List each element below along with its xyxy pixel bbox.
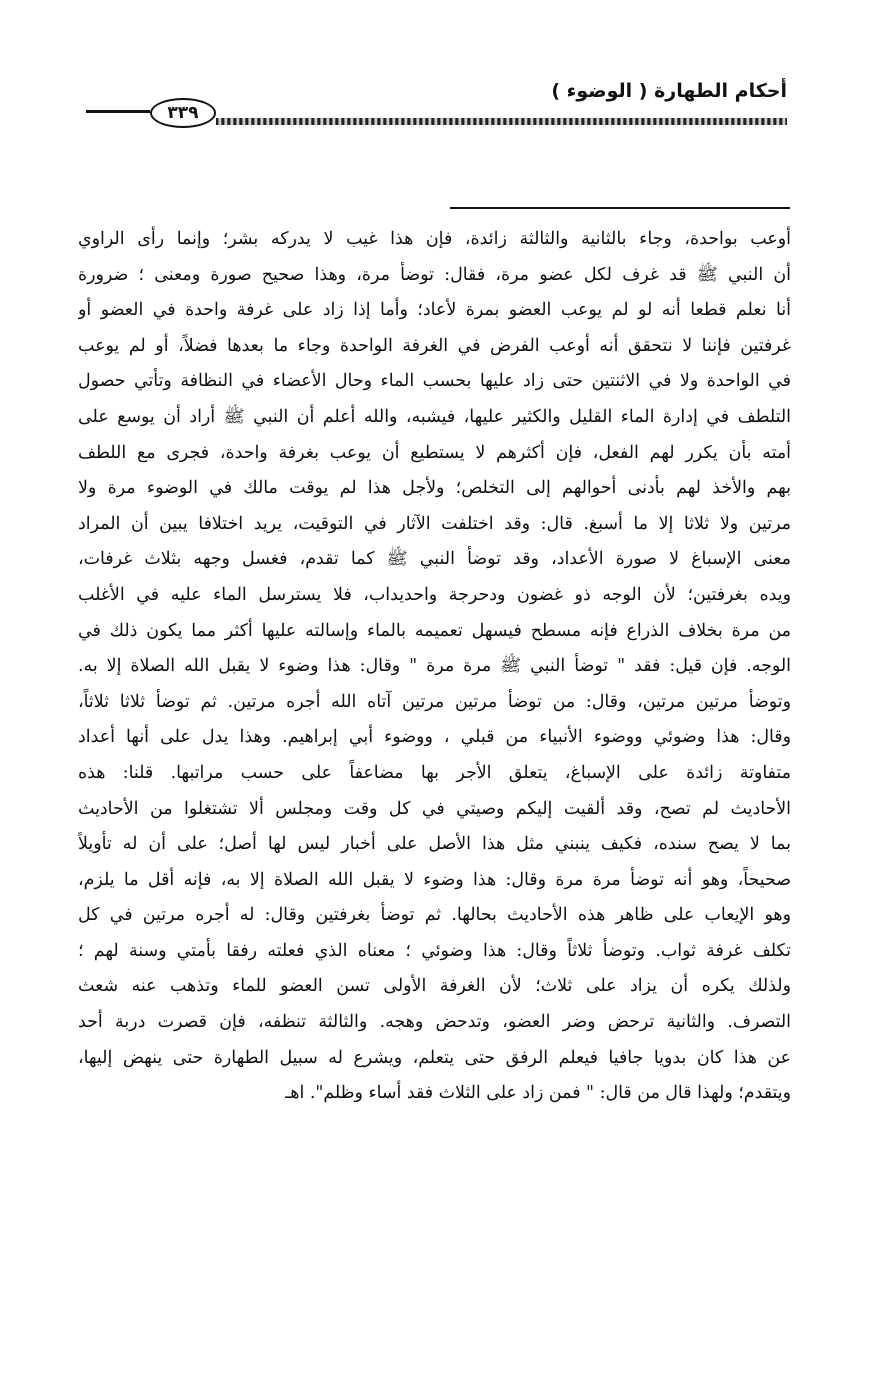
- text-line: أن النبي ﷺ قد غرف لكل عضو مرة، فقال: توضأ مرة، وهذا صحيح صورة ومعنى ؛ ضرورة: [78, 264, 791, 285]
- text-line: غرفتين فإننا لا نتحقق أنه أوعب الفرض في الغرفة الواحدة وجاء ما بعدها فضلاً، أو لم يوعب: [78, 335, 791, 356]
- text-line: في الواحدة ولا في الاثنتين حتى زاد عليها بحسب الماء وحال الأعضاء في النظافة وتأتي حصول: [78, 371, 791, 392]
- text-line: الوجه. فإن قيل: فقد " توضأ النبي ﷺ مرة مرة " وقال: هذا وضوء لا يقبل الله الصلاة إلا به.: [78, 656, 791, 677]
- text-line: ويده بغرفتين؛ لأن الوجه ذو غضون ودحرجة واحديداب، فلا يسترسل الماء عليه في الأغلب: [78, 584, 791, 605]
- text-line: متفاوتة زائدة على الإسباغ، يتعلق الأجر بها مضاعفاً على حسب مراتبها. قلنا: هذه: [78, 762, 791, 783]
- text-line: أوعب بواحدة، وجاء بالثانية والثالثة زائدة، فإن هذا غيب لا يدركه بشر؛ وإنما رأى الراوي: [78, 229, 791, 249]
- running-header-title: أحكام الطهارة ( الوضوء ): [551, 80, 787, 102]
- header-rule-left: [86, 110, 150, 113]
- text-line: من مرة بخلاف الذراع فإنه مسطح فيسهل تعميمه بالماء وإسالته عليها أكثر مما يكون ذلك في: [78, 620, 791, 641]
- text-line: أنا نعلم قطعا أنه لو لم يوعب العضو بمرة لأعاد؛ وأما إذا زاد على غرفة واحدة في العضو أو: [78, 300, 791, 321]
- text-line: بما لا يصح سنده، فكيف ينبني مثل هذا الأصل على أخبار ليس لها أصل؛ على أن له تأويلاً: [78, 834, 791, 855]
- text-line: معنى الإسباغ لا صورة الأعداد، وقد توضأ النبي ﷺ كما تقدم، فغسل وجهه بثلاث غرفات،: [78, 549, 791, 570]
- text-line: وقال: هذا وضوئي ووضوء الأنبياء من قبلي ، ووضوء أبي إبراهيم. وهذا يدل على أنها أعداد: [78, 727, 791, 748]
- text-line: عن هذا كان بدويا جافيا فيعلم الرفق حتى يتعلم، ويشرع له سبيل الطهارة حتى ينهض إليها،: [78, 1047, 791, 1068]
- body-text: [78, 222, 791, 1112]
- page-number-badge: ٣٣٩: [150, 98, 216, 128]
- text-line: ولذلك يكره أن يزاد على ثلاث؛ لأن الغرفة الأولى تسن العضو للماء وتذهب عنه شعث: [78, 976, 791, 997]
- header-rule-band: [216, 118, 787, 125]
- text-line: التلطف في إدارة الماء القليل والكثير عليها، فيشبه، والله أعلم أن النبي ﷺ أراد أن يوسع على: [78, 406, 791, 427]
- text-line: ويتقدم؛ ولهذا قال من قال: " فمن زاد على الثلاث فقد أساء وظلم". اهـ: [285, 1083, 791, 1104]
- text-line: أمته بأن يكرر لهم الفعل، فإن أكثرهم لا يستطيع أن يوعب بغرفة واحدة، فجرى مع اللطف: [78, 442, 791, 463]
- text-line: مرتين ولا ثلاثا إلا ما أسبغ. قال: وقد اختلفت الآثار في التوقيت، يريد اختلافا يبين أن المراد: [78, 513, 791, 534]
- text-line: بهم والأخذ لهم بأدنى أحوالهم إلى التخلص؛ ولأجل هذا لم يوقت مالك في الوضوء مرة ولا: [78, 478, 791, 499]
- text-line: وتوضأ مرتين مرتين، وقال: من توضأ مرتين مرتين آتاه الله أجره مرتين. ثم توضأ ثلاثا ثلاثاً،: [78, 691, 791, 712]
- text-line: الأحاديث لم تصح، وقد ألقيت إليكم وصيتي في كل وقت ومجلس ألا تشتغلوا من الأحاديث: [78, 798, 791, 819]
- text-line: صحيحاً، وهو أنه توضأ مرة مرة وقال: هذا وضوء لا يقبل الله الصلاة إلا به، فإنه أقل ما يلزم،: [78, 869, 791, 890]
- footnote-separator-rule: [450, 207, 790, 209]
- text-line: التصرف. والثانية ترحض وضر العضو، وتدحض وهجه. والثالثة تنظفه، فإن قصرت دربة أحد: [78, 1012, 791, 1033]
- text-line: تكلف غرفة ثواب. وتوضأ ثلاثاً وقال: هذا وضوئي ؛ معناه الذي فعلته رفقا بأمتي وسنة لهم ؛: [78, 940, 791, 961]
- text-line: وهو الإيعاب على ظاهر هذه الأحاديث بحالها. ثم توضأ بغرفتين وقال: له أجره مرتين في كل: [78, 905, 791, 926]
